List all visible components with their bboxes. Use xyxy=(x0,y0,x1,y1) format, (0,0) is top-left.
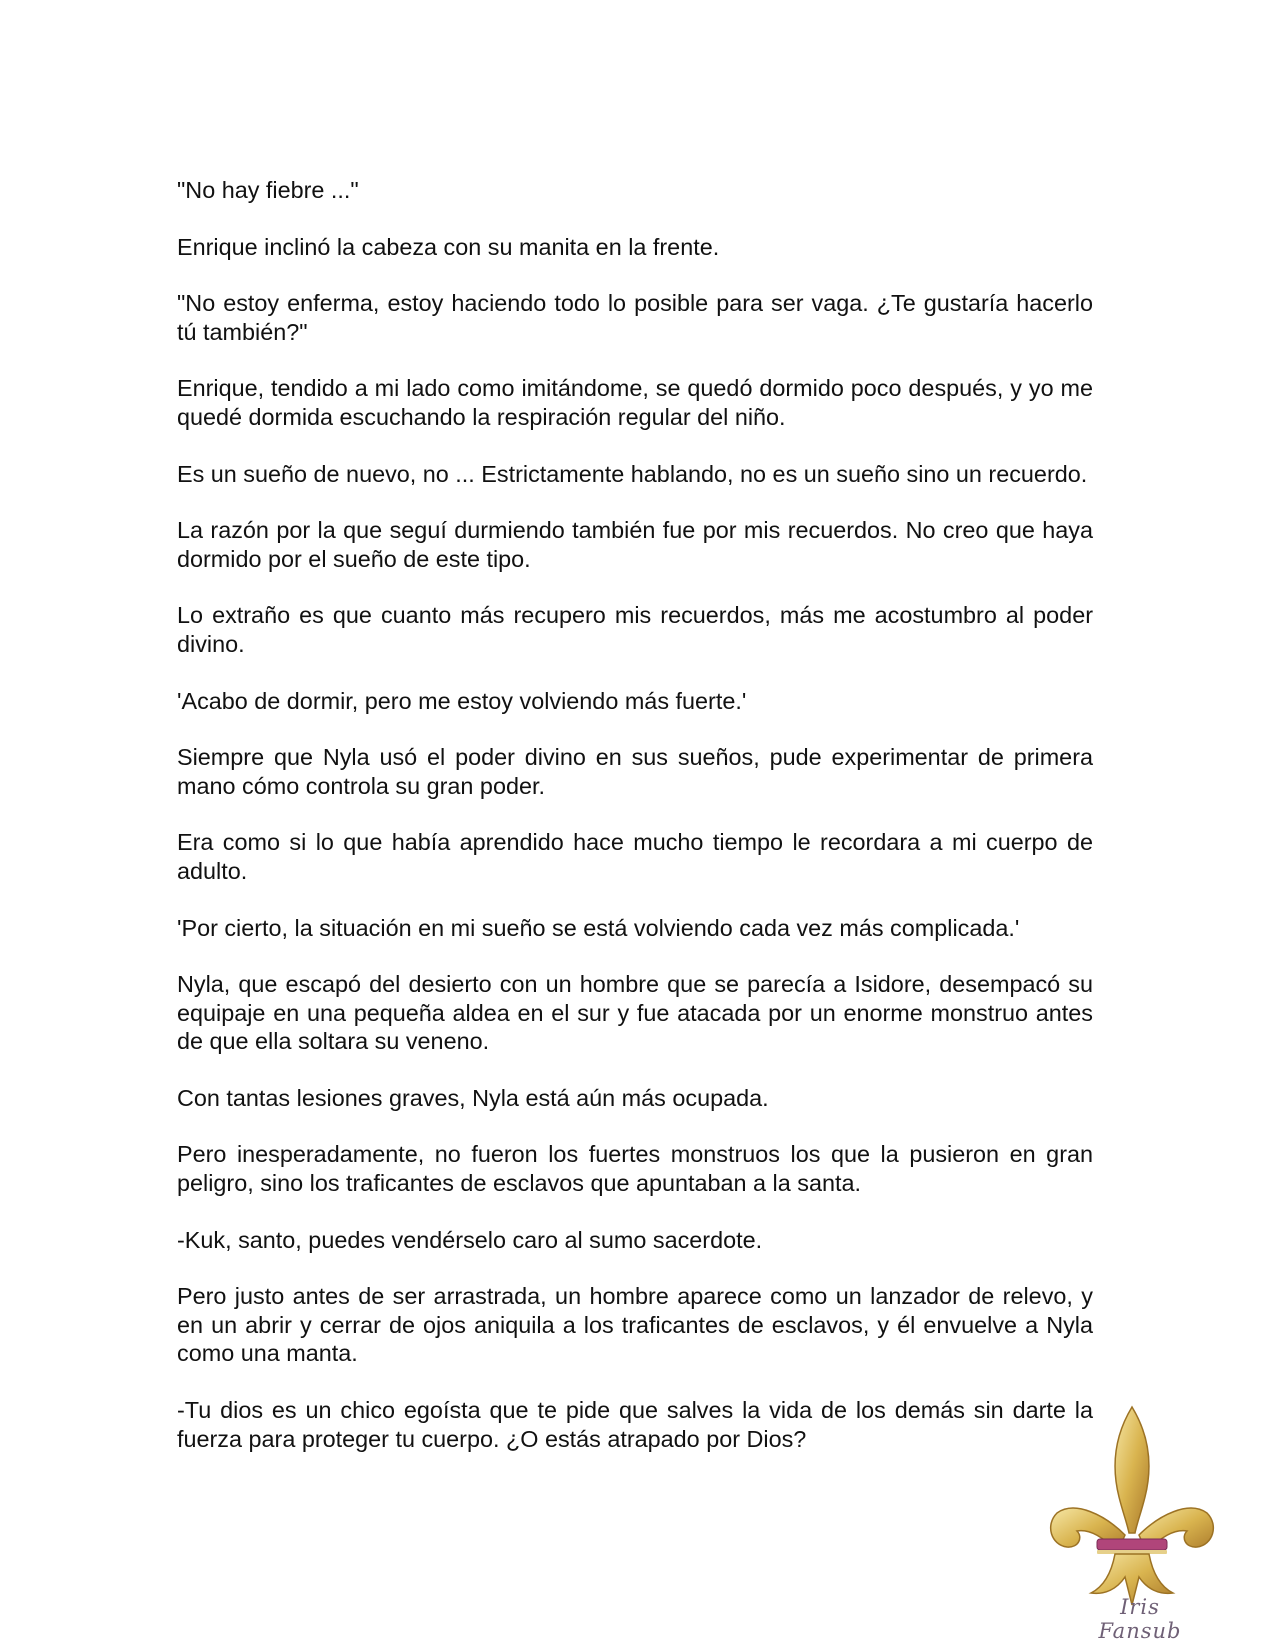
paragraph-13: Con tantas lesiones graves, Nyla está aún más ocupada. xyxy=(177,1084,769,1111)
paragraph-7: Lo extraño es que cuanto más recupero mis recuerdos, más me acostumbro al poder divino. xyxy=(177,602,1093,657)
paragraph-16: Pero justo antes de ser arrastrada, un hombre aparece como un lanzador de relevo, y en un abrir y cerrar de ojos aniquila a los traficantes de esclavos, y él envuelve a Nyla como una manta. xyxy=(177,1283,1093,1367)
paragraph-5: Es un sueño de nuevo, no ... Estrictamente hablando, no es un sueño sino un recuerdo. xyxy=(177,460,1088,487)
paragraph-10: Era como si lo que había aprendido hace mucho tiempo le recordara a mi cuerpo de adulto. xyxy=(177,829,1093,884)
paragraph-17: -Tu dios es un chico egoísta que te pide que salves la vida de los demás sin darte la fuerza para proteger tu cuerpo. ¿O estás atrapado por Dios? xyxy=(177,1397,1093,1452)
paragraph-12: Nyla, que escapó del desierto con un hombre que se parecía a Isidore, desempacó su equipaje en una pequeña aldea en el sur y fue atacada por un enorme monstruo antes de que ella soltara su veneno. xyxy=(177,971,1093,1055)
paragraph-1: "No hay fiebre ..." xyxy=(177,177,359,203)
paragraph-8: 'Acabo de dormir, pero me estoy volviendo más fuerte.' xyxy=(177,687,747,714)
document-body xyxy=(177,176,1093,1481)
paragraph-11: 'Por cierto, la situación en mi sueño se está volviendo cada vez más complicada.' xyxy=(177,914,1020,941)
paragraph-9: Siempre que Nyla usó el poder divino en sus sueños, pude experimentar de primera mano cómo controla su gran poder. xyxy=(177,744,1093,799)
paragraph-15: -Kuk, santo, puedes vendérselo caro al sumo sacerdote. xyxy=(177,1226,763,1253)
paragraph-2: Enrique inclinó la cabeza con su manita en la frente. xyxy=(177,233,720,260)
paragraph-4: Enrique, tendido a mi lado como imitándome, se quedó dormido poco después, y yo me quedé dormida escuchando la respiración regular del niño. xyxy=(177,375,1093,430)
paragraph-3: "No estoy enferma, estoy haciendo todo lo posible para ser vaga. ¿Te gustaría hacerlo tú también?" xyxy=(177,290,1093,345)
paragraph-14: Pero inesperadamente, no fueron los fuertes monstruos los que la pusieron en gran peligro, sino los traficantes de esclavos que apuntaban a la santa. xyxy=(177,1141,1093,1197)
watermark-signature: Iris Fansub xyxy=(1098,1595,1182,1643)
paragraph-6: La razón por la que seguí durmiendo también fue por mis recuerdos. No creo que haya dormido por el sueño de este tipo. xyxy=(177,517,1093,572)
